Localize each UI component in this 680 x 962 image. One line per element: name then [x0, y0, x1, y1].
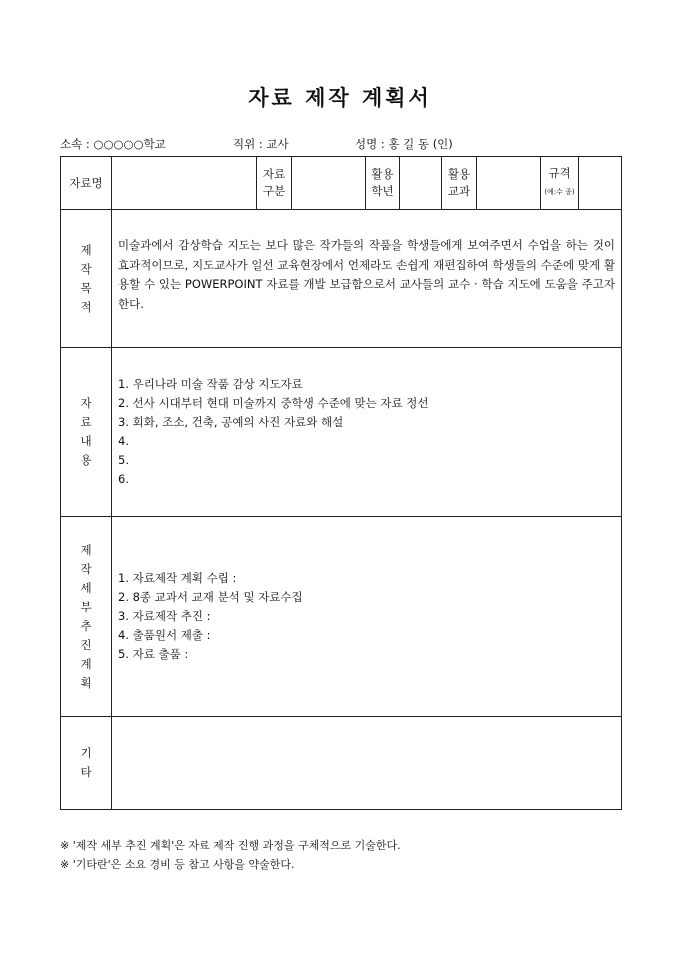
contents-row — [61, 348, 622, 517]
list-item: 1. 자료제작 계획 수립 : — [118, 571, 237, 585]
purpose-label: 제 작 목 적 — [61, 210, 112, 348]
footnote: ※ '제작 세부 추진 계획'은 자료 제작 진행 과정을 구체적으로 기술한다. — [60, 839, 401, 852]
category-field[interactable] — [292, 157, 366, 210]
grade-field[interactable] — [400, 157, 442, 210]
affiliation-text: 소속 : ○○○○○학교 — [60, 137, 166, 151]
category-label: 자료 구분 — [257, 157, 292, 210]
etc-row — [61, 717, 622, 810]
footnotes — [60, 836, 401, 874]
list-item: 4. — [118, 434, 129, 448]
position-text: 직위 : 교사 — [233, 137, 289, 151]
name-text: 성명 : 홍 길 동 (인) — [355, 137, 453, 151]
list-item: 3. 회화, 조소, 건축, 공예의 사진 자료와 해설 — [118, 415, 344, 429]
header-row — [61, 157, 622, 210]
subject-field[interactable] — [477, 157, 541, 210]
footnote: ※ '기타란'은 소요 경비 등 참고 사항을 약술한다. — [60, 858, 295, 871]
contents-list[interactable] — [112, 348, 622, 517]
subject-label: 활용 교과 — [442, 157, 477, 210]
plan-form-table — [60, 156, 622, 810]
etc-field[interactable] — [112, 717, 622, 810]
etc-label: 기 타 — [61, 717, 112, 810]
plan-row — [61, 517, 622, 717]
plan-list[interactable] — [112, 517, 622, 717]
plan-label: 제 작 세 부 추 진 계 획 — [61, 517, 112, 717]
list-item: 3. 자료제작 추진 : — [118, 609, 211, 623]
list-item: 5. — [118, 453, 129, 467]
spec-field[interactable] — [579, 157, 622, 210]
purpose-text[interactable]: 미술과에서 감상학습 지도는 보다 많은 작가들의 작품을 학생들에게 보여주면서 수업을 하는 것이 효과적이므로, 지도교사가 일선 교육현장에서 언제라도 손쉽게 재편집하여 학생들의 수준에 맞게 활용할 수 있는 POWERPOINT 자료를 개발 보급함으로서 교사들의 교수 · 학습 지도에 도움을 주고자한다. — [112, 210, 622, 348]
list-item: 2. 선사 시대부터 현대 미술까지 중학생 수준에 맞는 자료 정선 — [118, 396, 429, 410]
material-name-field[interactable] — [112, 157, 257, 210]
purpose-row — [61, 210, 622, 348]
material-name-label: 자료명 — [61, 157, 112, 210]
list-item: 5. 자료 출품 : — [118, 647, 189, 661]
spec-label: 규격 (예:수 종) — [541, 157, 579, 210]
list-item: 1. 우리나라 미술 작품 감상 지도자료 — [118, 377, 303, 391]
list-item: 2. 8종 교과서 교재 분석 및 자료수집 — [118, 590, 303, 604]
grade-label: 활용 학년 — [366, 157, 400, 210]
spec-hint: (예:수 종) — [544, 188, 575, 196]
list-item: 6. — [118, 472, 129, 486]
document-title: 자료 제작 계획서 — [248, 85, 432, 110]
contents-label: 자 료 내 용 — [61, 348, 112, 517]
list-item: 4. 출품원서 제출 : — [118, 628, 211, 642]
